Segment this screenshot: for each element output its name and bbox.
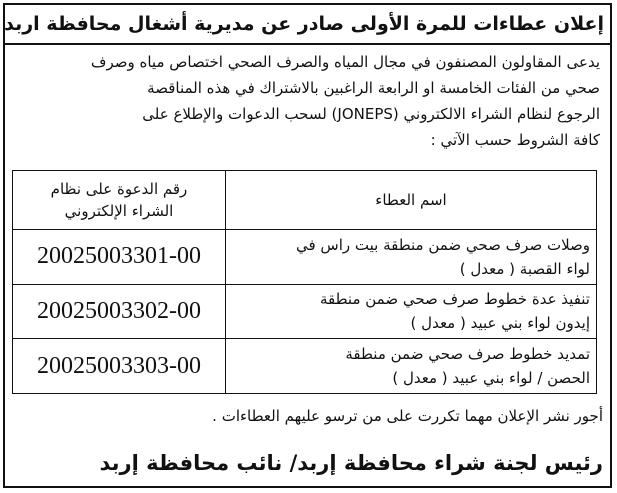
tender-name-line: وصلات صرف صحي ضمن منطقة بيت راس في bbox=[295, 235, 590, 254]
title-divider bbox=[5, 43, 610, 45]
header-tender-name: اسم العطاء bbox=[226, 171, 597, 230]
intro-line: يدعى المقاولون المصنفون في مجال المياه والصرف الصحي اختصاص مياه وصرف bbox=[90, 53, 600, 71]
intro-line: الرجوع لنظام الشراء الالكتروني (JONEPS) لسحب الدعوات والإطلاع على bbox=[142, 105, 600, 123]
intro-line: كافة الشروط حسب الآتي : bbox=[430, 131, 600, 149]
table-row bbox=[13, 230, 597, 285]
tender-name-line: لواء القصبة ( معدل ) bbox=[459, 259, 590, 278]
tender-name-cell bbox=[226, 339, 597, 394]
tender-name-line: تمديد خطوط صرف صحي ضمن منطقة bbox=[345, 345, 590, 364]
announcement-title: إعلان عطاءات للمرة الأولى صادر عن مديرية أشغال محافظة اربد bbox=[4, 13, 604, 35]
tender-name-line: تنفيذ عدة خطوط صرف صحي ضمن منطقة bbox=[320, 290, 590, 309]
invitation-number-cell: 20025003303-00 bbox=[13, 339, 226, 394]
table-row bbox=[13, 339, 597, 394]
header-number-line: الشراء الإلكتروني bbox=[64, 202, 174, 220]
tender-name-line: الحصن / لواء بني عبيد ( معدل ) bbox=[392, 369, 590, 388]
tender-name-cell bbox=[226, 284, 597, 339]
invitation-number-cell: 20025003301-00 bbox=[13, 230, 226, 285]
tender-name-line: إيدون لواء بني عبيد ( معدل ) bbox=[410, 314, 590, 333]
publication-fee-note: أجور نشر الإعلان مهما تكررت على من ترسو عليهم العطاءات . bbox=[212, 407, 603, 425]
intro-line: صحي من الفئات الخامسة او الرابعة الراغبين بالاشتراك في هذه المناقصة bbox=[147, 79, 600, 97]
tenders-table bbox=[12, 170, 597, 394]
signature-line: رئيس لجنة شراء محافظة إربد/ نائب محافظة إربد bbox=[99, 451, 603, 475]
table-row bbox=[13, 284, 597, 339]
intro-paragraph bbox=[15, 49, 600, 153]
invitation-number-cell: 20025003302-00 bbox=[13, 284, 226, 339]
header-number-line: رقم الدعوة على نظام bbox=[50, 180, 188, 198]
tender-name-cell bbox=[226, 230, 597, 285]
table-header-row bbox=[13, 171, 597, 230]
header-invitation-number bbox=[13, 171, 226, 230]
